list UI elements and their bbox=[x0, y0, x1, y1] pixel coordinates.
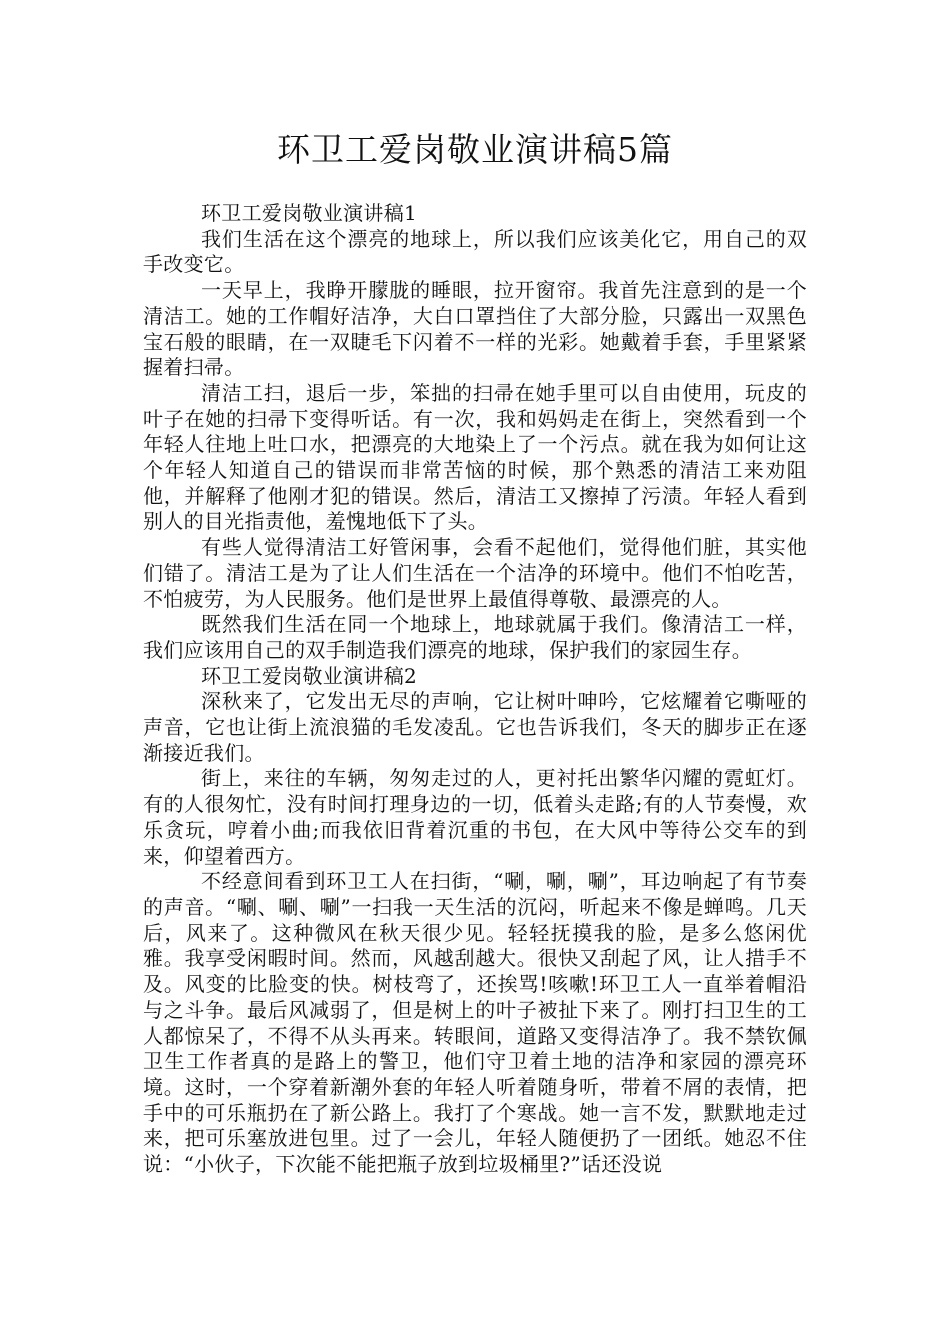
paragraph: 不经意间看到环卫工人在扫街，“唰，唰，唰”，耳边响起了有节奏的声音。“唰、唰、唰”一扫我一天生活的沉闷，听起来不像是蝉鸣。几天后，风来了。这种微风在秋天很少见。轻轻抚摸我的脸，是多么悠闲优雅。我享受闲暇时间。然而，风越刮越大。很快又刮起了风，让人措手不及。风变的比脸变的快。树枝弯了，还挨骂!咳嗽!环卫工人一直举着帽沿与之斗争。最后风减弱了，但是树上的叶子被扯下来了。刚打扫卫生的工人都惊呆了，不得不从头再来。转眼间，道路又变得洁净了。我不禁钦佩卫生工作者真的是路上的警卫，他们守卫着土地的洁净和家园的漂亮环境。这时，一个穿着新潮外套的年轻人听着随身听，带着不屑的表情，把手中的可乐瓶扔在了新公路上。我打了个寒战。她一言不发，默默地走过来，把可乐塞放进包里。过了一会儿，年轻人随便扔了一团纸。她忍不住说：“小伙子，下次能不能把瓶子放到垃圾桶里?”话还没说 bbox=[143, 869, 807, 1177]
paragraph: 有些人觉得清洁工好管闲事，会看不起他们，觉得他们脏，其实他们错了。清洁工是为了让人们生活在一个洁净的环境中。他们不怕吃苦，不怕疲劳，为人民服务。他们是世界上最值得尊敬、最漂亮的人。 bbox=[143, 535, 807, 611]
paragraph: 深秋来了，它发出无尽的声响，它让树叶呻吟，它炫耀着它嘶哑的声音，它也让街上流浪猫的毛发凌乱。它也告诉我们，冬天的脚步正在逐渐接近我们。 bbox=[143, 689, 807, 765]
paragraph: 街上，来往的车辆，匆匆走过的人，更衬托出繁华闪耀的霓虹灯。有的人很匆忙，没有时间打理身边的一切，低着头走路;有的人节奏慢，欢乐贪玩，哼着小曲;而我依旧背着沉重的书包，在大风中等待公交车的到来，仰望着西方。 bbox=[143, 766, 807, 868]
paragraph: 既然我们生活在同一个地球上，地球就属于我们。像清洁工一样，我们应该用自己的双手制造我们漂亮的地球，保护我们的家园生存。 bbox=[143, 612, 807, 662]
section-heading-2: 环卫工爱岗敬业演讲稿2 bbox=[201, 663, 418, 688]
document-title: 环卫工爱岗敬业演讲稿5篇 bbox=[277, 130, 673, 169]
paragraph: 我们生活在这个漂亮的地球上，所以我们应该美化它，用自己的双手改变它。 bbox=[143, 226, 807, 277]
paragraph: 一天早上，我睁开朦胧的睡眼，拉开窗帘。我首先注意到的是一个清洁工。她的工作帽好洁净，大白口罩挡住了大部分脸，只露出一双黑色宝石般的眼睛，在一双睫毛下闪着不一样的光彩。她戴着手套，手里紧紧握着扫帚。 bbox=[143, 278, 807, 380]
paragraph: 清洁工扫，退后一步，笨拙的扫帚在她手里可以自由使用，玩皮的叶子在她的扫帚下变得听话。有一次，我和妈妈走在街上，突然看到一个年轻人往地上吐口水，把漂亮的大地染上了一个污点。就在我为如何让这个年轻人知道自己的错误而非常苦恼的时候，那个熟悉的清洁工来劝阻他，并解释了他刚才犯的错误。然后，清洁工又擦掉了污渍。年轻人看到别人的目光指责他，羞愧地低下了头。 bbox=[143, 380, 807, 534]
document-body bbox=[143, 201, 807, 1178]
section-heading-1: 环卫工爱岗敬业演讲稿1 bbox=[201, 201, 418, 225]
